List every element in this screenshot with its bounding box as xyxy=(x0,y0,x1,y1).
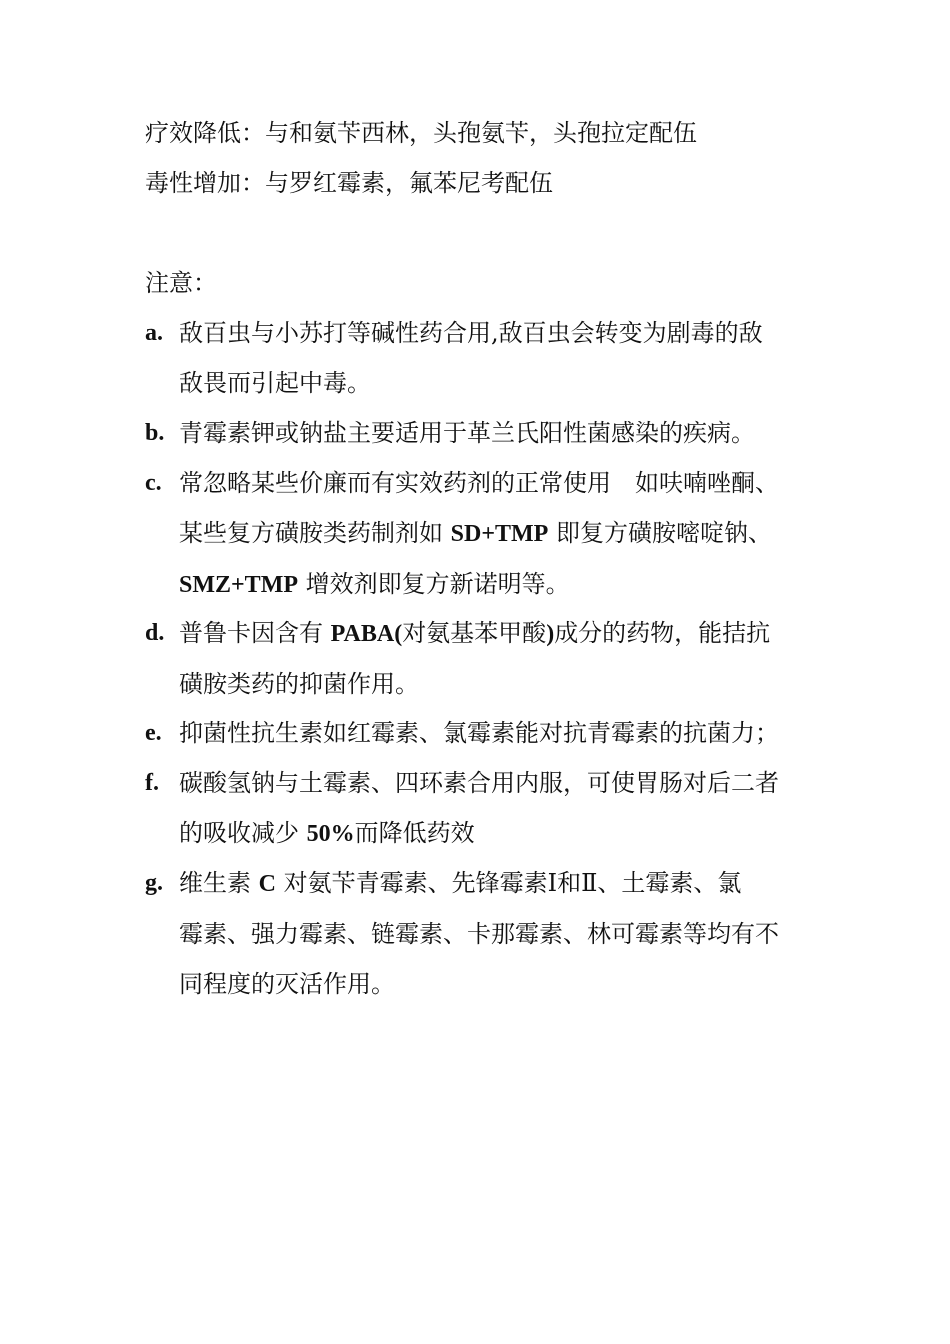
item-letter: b. xyxy=(145,420,165,446)
item-line: 敌百虫与小苏打等碱性药合用,敌百虫会转变为剧毒的敌 xyxy=(179,319,763,347)
item-line: 碳酸氢钠与土霉素、四环素合用内服，可使胃肠对后二者 xyxy=(179,769,779,797)
item-letter: d. xyxy=(145,620,165,646)
closing-paren: ) xyxy=(546,621,555,647)
item-text-segment: 某些复方磺胺类药制剂如 xyxy=(179,519,451,547)
item-text xyxy=(179,858,819,1009)
item-letter: g. xyxy=(145,870,163,896)
item-line xyxy=(179,808,819,859)
item-text-segment: 普鲁卡因含有 xyxy=(179,619,331,647)
item-letter: f. xyxy=(145,770,159,796)
item-line xyxy=(179,559,819,610)
item-line: 常忽略某些价廉而有实效药剂的正常使用 如呋喃唑酮、 xyxy=(179,469,779,497)
item-letter: c. xyxy=(145,470,162,496)
item-text-segment: 对氨基苯甲酸 xyxy=(402,619,547,647)
item-line: 青霉素钾或钠盐主要适用于革兰氏阳性菌感染的疾病。 xyxy=(179,419,755,447)
item-line: 敌畏而引起中毒。 xyxy=(179,369,371,397)
item-text-segment: 增效剂即复方新诺明等。 xyxy=(298,570,570,598)
item-text xyxy=(179,458,819,610)
item-text xyxy=(179,308,819,408)
efficacy-reduced-line: 疗效降低：与和氨苄西林，头孢氨苄，头孢拉定配伍 xyxy=(145,119,697,147)
item-text-segment: 的吸收减少 xyxy=(179,819,307,847)
drug-abbreviation: SD+TMP xyxy=(450,521,549,547)
item-line: 抑菌性抗生素如红霉素、氯霉素能对抗青霉素的抗菌力； xyxy=(179,719,779,747)
item-text-segment: 成分的药物，能拮抗 xyxy=(554,619,771,647)
drug-abbreviation: SMZ+TMP xyxy=(179,572,299,598)
item-letter: a. xyxy=(145,320,163,346)
item-text-segment: 即复方磺胺嘧啶钠、 xyxy=(548,519,772,547)
percentage-value: 50% xyxy=(306,821,355,847)
item-line xyxy=(179,608,819,659)
item-line xyxy=(179,858,819,909)
item-text xyxy=(179,758,819,859)
vitamin-letter: C xyxy=(258,871,276,897)
toxicity-increased-line: 毒性增加：与罗红霉素，氟苯尼考配伍 xyxy=(145,169,553,197)
item-text-segment: 对氨苄青霉素、先锋霉素Ⅰ和Ⅱ、土霉素、氯 xyxy=(275,869,742,897)
item-line: 同程度的灭活作用。 xyxy=(179,970,395,998)
item-text xyxy=(179,608,819,709)
item-text xyxy=(179,708,819,758)
item-letter: e. xyxy=(145,720,162,746)
note-heading: 注意： xyxy=(145,269,217,297)
item-line: 霉素、强力霉素、链霉素、卡那霉素、林可霉素等均有不 xyxy=(179,920,779,948)
item-text xyxy=(179,408,819,458)
item-line xyxy=(179,508,819,559)
drug-abbreviation: PABA( xyxy=(330,621,403,647)
item-line: 磺胺类药的抑菌作用。 xyxy=(179,670,419,698)
item-text-segment: 而降低药效 xyxy=(354,819,475,847)
item-text-segment: 维生素 xyxy=(179,869,259,897)
